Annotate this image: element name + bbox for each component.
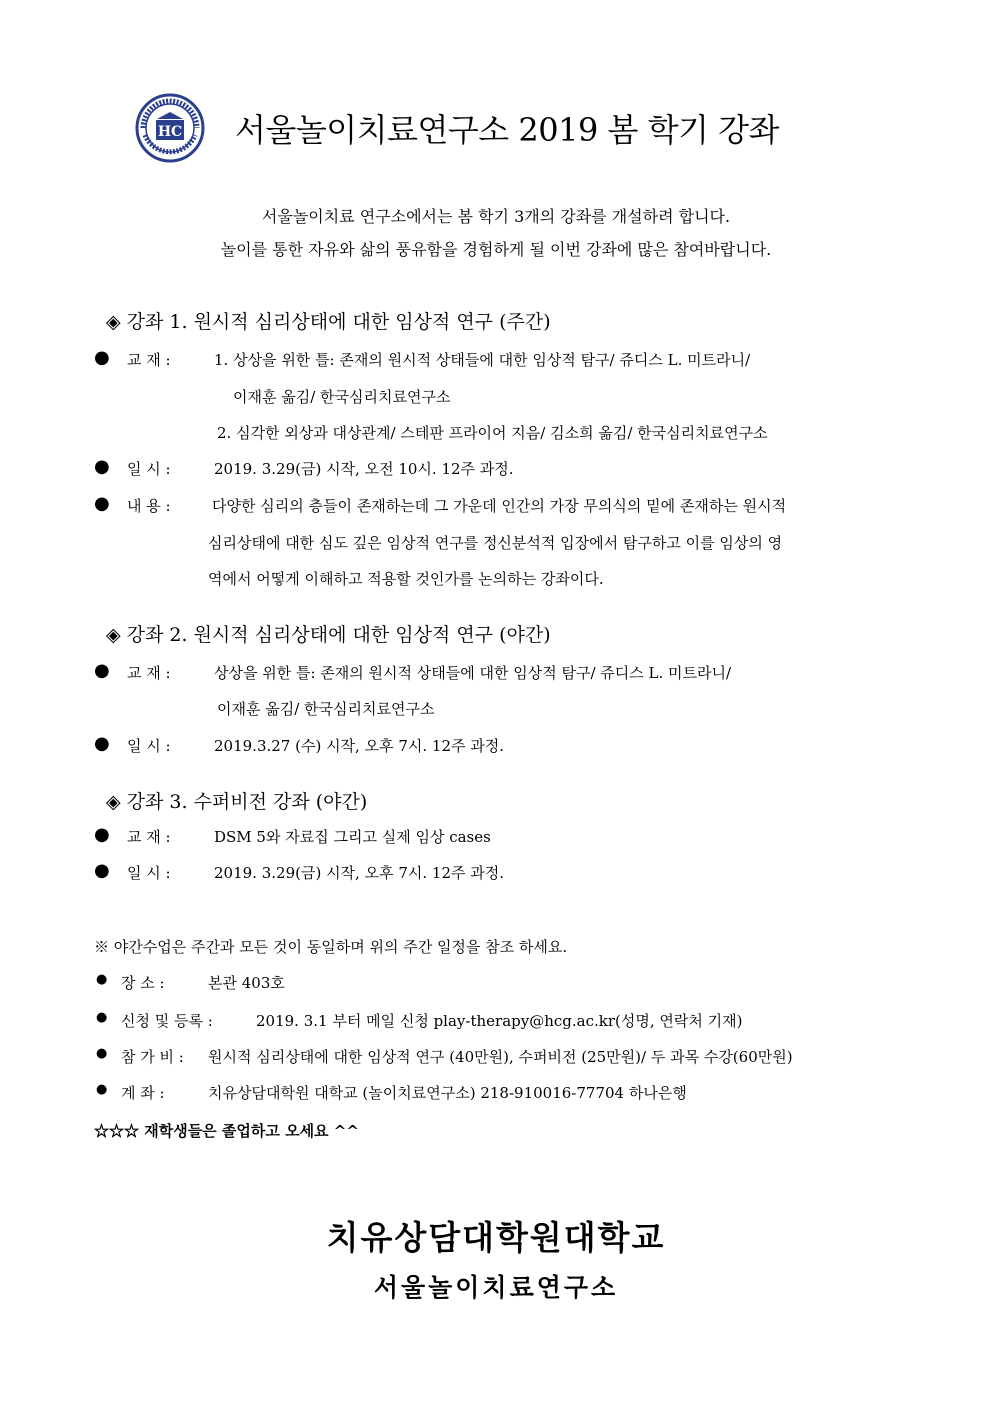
course1-text-label: 교 재 :: [127, 351, 171, 369]
course1-content-label: 내 용 :: [127, 497, 171, 515]
bullet-icon: ●: [96, 1010, 108, 1025]
apply-label: 신청 및 등록 :: [121, 1012, 213, 1030]
bullet-icon: ●: [94, 824, 110, 845]
bullet-icon: ●: [94, 493, 110, 514]
course1-content-line3: 역에서 어떻게 이해하고 적용할 것인가를 논의하는 강좌이다.: [208, 570, 604, 588]
course1-content-line1: 다양한 심리의 층들이 존재하는데 그 가운데 인간의 가장 무의식의 밑에 존재하는 원시적: [212, 497, 787, 515]
intro-line-2: 놀이를 통한 자유와 삶의 풍유함을 경험하게 될 이번 강좌에 많은 참여바랍니다.: [220, 240, 772, 259]
course1-content-line2: 심리상태에 대한 심도 깊은 임상적 연구를 정신분석적 입장에서 탐구하고 이를 임상의 영: [208, 534, 783, 552]
course1-text-line1: 1. 상상을 위한 틀: 존재의 원시적 상태들에 대한 임상적 탐구/ 쥬디스 L. 미트라니/: [214, 351, 751, 369]
course2-heading: ◈ 강좌 2. 원시적 심리상태에 대한 임상적 연구 (야간): [106, 624, 551, 646]
course3-date-value: 2019. 3.29(금) 시작, 오후 7시. 12주 과정.: [214, 864, 504, 882]
course2-text-line1: 상상을 위한 틀: 존재의 원시적 상태들에 대한 임상적 탐구/ 쥬디스 L. 미트라니/: [214, 664, 732, 682]
svg-text:HC: HC: [157, 124, 183, 140]
account-label: 계 좌 :: [121, 1084, 165, 1102]
title-row: [135, 92, 779, 164]
intro-line-1: 서울놀이치료 연구소에서는 봄 학기 3개의 강좌를 개설하려 합니다.: [261, 207, 731, 226]
course2-text-label: 교 재 :: [127, 664, 171, 682]
bullet-icon: ●: [96, 1046, 108, 1061]
course1-text-line2: 이재훈 옮김/ 한국심리치료연구소: [233, 388, 451, 406]
fee-value: 원시적 심리상태에 대한 임상적 연구 (40만원), 수퍼비전 (25만원)/ 두 과목 수강(60만원): [208, 1048, 793, 1066]
bullet-icon: ●: [94, 660, 110, 681]
bullet-icon: ●: [96, 1082, 108, 1097]
course3-date-label: 일 시 :: [127, 864, 171, 882]
course3-text-label: 교 재 :: [127, 828, 171, 846]
place-value: 본관 403호: [208, 974, 285, 992]
course2-date-value: 2019.3.27 (수) 시작, 오후 7시. 12주 과정.: [214, 737, 504, 755]
course3-text-value: DSM 5와 자료집 그리고 실제 임상 cases: [214, 828, 491, 846]
footer-university: 치유상담대학원대학교: [326, 1218, 666, 1257]
bullet-icon: ●: [94, 347, 110, 368]
fee-label: 참 가 비 :: [121, 1048, 184, 1066]
course1-text-line3: 2. 심각한 외상과 대상관계/ 스테판 프라이어 지음/ 김소희 옮김/ 한국심리치료연구소: [217, 424, 768, 442]
closing-note: ☆☆☆ 재학생들은 졸업하고 오세요 ^^: [94, 1122, 359, 1140]
course1-date-label: 일 시 :: [127, 460, 171, 478]
account-value: 치유상담대학원 대학교 (놀이치료연구소) 218-910016-77704 하나은행: [208, 1084, 687, 1102]
night-class-note: ※ 야간수업은 주간과 모든 것이 동일하며 위의 주간 일정을 참조 하세요.: [94, 938, 568, 956]
footer-institute: 서울놀이치료연구소: [373, 1273, 619, 1302]
course3-heading: ◈ 강좌 3. 수퍼비전 강좌 (야간): [106, 791, 368, 813]
apply-value: 2019. 3.1 부터 메일 신청 play-therapy@hcg.ac.kr(성명, 연락처 기재): [256, 1012, 743, 1030]
course2-date-label: 일 시 :: [127, 737, 171, 755]
place-label: 장 소 :: [121, 974, 165, 992]
university-logo: [135, 93, 205, 163]
page-title: 서울놀이치료연구소 2019 봄 학기 강좌: [235, 111, 779, 149]
intro-paragraph: [0, 200, 992, 266]
course1-date-value: 2019. 3.29(금) 시작, 오전 10시. 12주 과정.: [214, 460, 514, 478]
course2-text-line2: 이재훈 옮김/ 한국심리치료연구소: [217, 700, 435, 718]
bullet-icon: ●: [94, 860, 110, 881]
bullet-icon: ●: [94, 456, 110, 477]
bullet-icon: ●: [94, 733, 110, 754]
course1-heading: ◈ 강좌 1. 원시적 심리상태에 대한 임상적 연구 (주간): [106, 311, 551, 333]
bullet-icon: ●: [96, 972, 108, 987]
